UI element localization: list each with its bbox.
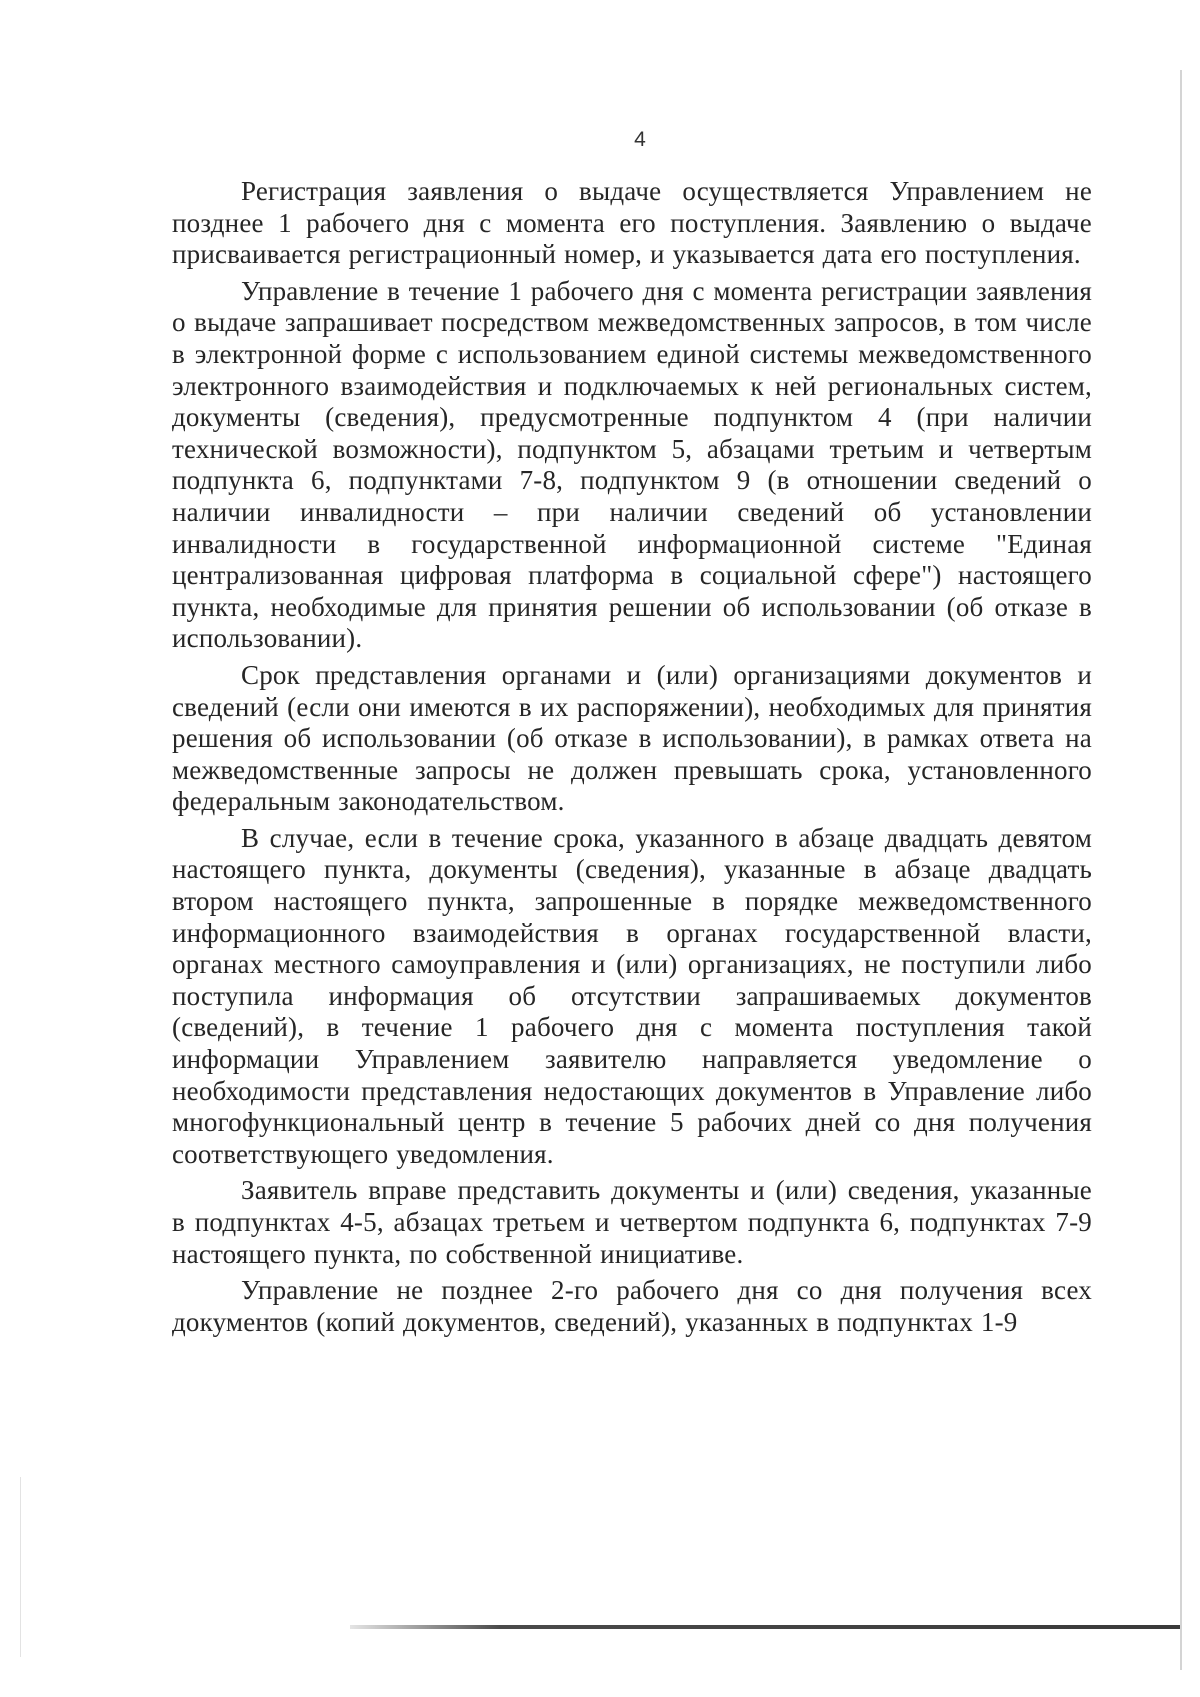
paragraph-interagency-requests: Управление в течение 1 рабочего дня с момента регистрации заявления о выдаче запрашивает посредством межведомственных запросов, в том числе в электронной форме с использованием единой системы межведомственного электронного взаимодействия и подключаемых к ней региональных систем, документы (сведения), предусмотренные подпунктом 4 (при наличии технической возможности), подпунктом 5, абзацами третьим и четвертым подпункта 6, подпунктами 7-8, подпунктом 9 (в отношении сведений о наличии инвалидности – при наличии сведений об установлении инвалидности в государственной информационной системе "Единая централизованная цифровая платформа в социальной сфере") настоящего пункта, необходимые для принятия решении об использовании (об отказе в использовании). <box>172 275 1092 654</box>
paragraph-decision-timing: Управление не позднее 2-го рабочего дня со дня получения всех документов (копий документов, сведений), указанных в подпунктах 1-9 <box>172 1275 1092 1337</box>
paragraph-applicant-right: Заявитель вправе представить документы и (или) сведения, указанные в подпунктах 4-5, абзацах третьем и четвертом подпункта 6, подпунктах 7-9 настоящего пункта, по собственной инициативе. <box>172 1175 1092 1269</box>
paragraph-submission-deadline: Срок представления органами и (или) организациями документов и сведений (если они имеются в их распоряжении), необходимых для принятия решения об использовании (об отказе в использовании), в рамках ответа на межведомственные запросы не должен превышать срока, установленного федеральным законодательством. <box>172 659 1092 817</box>
page-number: 4 <box>634 128 646 151</box>
document-body <box>172 176 1092 1343</box>
scan-edge-right <box>1180 70 1182 1670</box>
scan-bottom-line <box>350 1625 1180 1629</box>
scan-edge-left <box>20 1477 21 1657</box>
paragraph-registration: Регистрация заявления о выдаче осуществляется Управлением не позднее 1 рабочего дня с момента его поступления. Заявлению о выдаче присваивается регистрационный номер, и указывается дата его поступления. <box>172 176 1092 270</box>
paragraph-missing-documents: В случае, если в течение срока, указанного в абзаце двадцать девятом настоящего пункта, документы (сведения), указанные в абзаце двадцать втором настоящего пункта, запрошенные в порядке межведомственного информационного взаимодействия в органах государственной власти, органах местного самоуправления и (или) организациях, не поступили либо поступила информация об отсутствии запрашиваемых документов (сведений), в течение 1 рабочего дня с момента поступления такой информации Управлением заявителю направляется уведомление о необходимости представления недостающих документов в Управление либо многофункциональный центр в течение 5 рабочих дней со дня получения соответствующего уведомления. <box>172 822 1092 1169</box>
